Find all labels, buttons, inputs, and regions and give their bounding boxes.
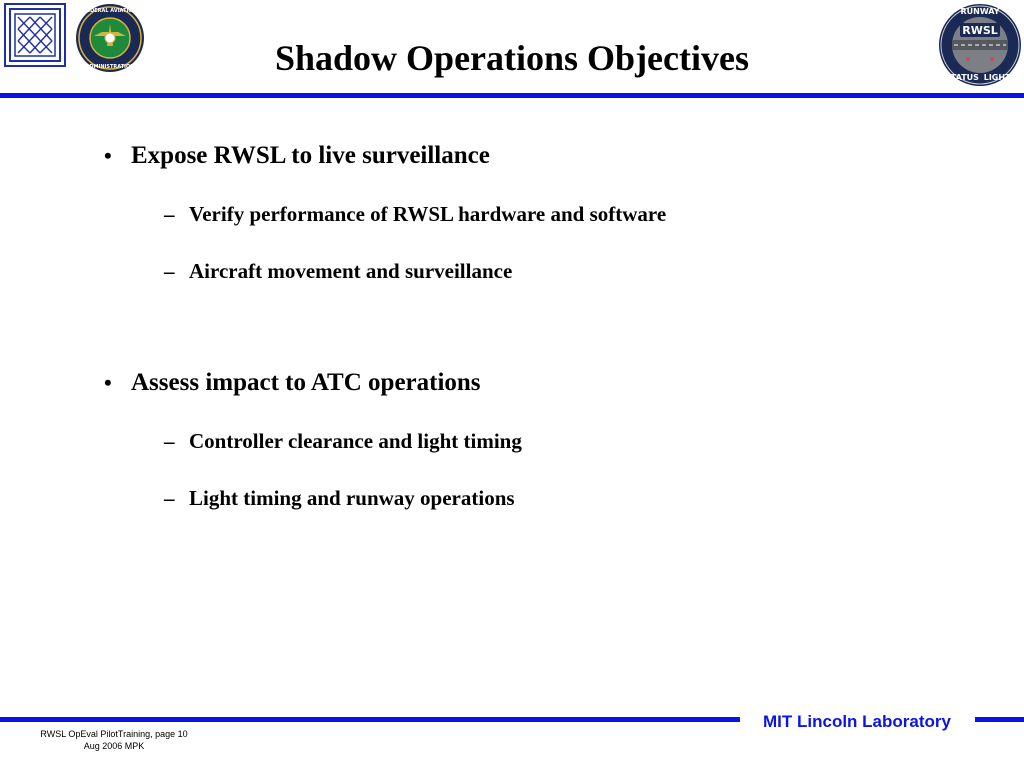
footer-note <box>24 728 204 752</box>
svg-text:ADMINISTRATION: ADMINISTRATION <box>85 64 135 70</box>
bullet-level2 <box>164 484 515 512</box>
bullet-level1 <box>104 367 481 399</box>
rwsl-logo <box>938 3 1022 87</box>
svg-text:STATUS: STATUS <box>945 73 979 82</box>
footer-rule-left <box>0 717 740 722</box>
bullet-level2 <box>164 257 512 285</box>
bullet-text: Assess impact to ATC operations <box>131 369 481 396</box>
faa-seal-logo <box>74 2 146 74</box>
header-rule <box>0 93 1024 98</box>
dash-marker: – <box>164 486 175 510</box>
bullet-level1 <box>104 140 490 172</box>
svg-text:RUNWAY: RUNWAY <box>960 7 1000 16</box>
footer-note-line1: RWSL OpEval PilotTraining, page 10 <box>40 729 188 739</box>
footer-note-line2: Aug 2006 MPK <box>83 741 145 751</box>
bullet-marker: • <box>104 370 112 395</box>
organization-name: MIT Lincoln Laboratory <box>763 712 951 731</box>
bullet-text: Aircraft movement and surveillance <box>189 259 513 283</box>
dash-marker: – <box>164 259 175 283</box>
bullet-level2 <box>164 427 522 455</box>
dash-marker: – <box>164 429 175 453</box>
svg-text:LIGHTS: LIGHTS <box>983 73 1017 82</box>
bullet-text: Controller clearance and light timing <box>189 429 522 453</box>
svg-text:FEDERAL AVIATION: FEDERAL AVIATION <box>83 8 137 14</box>
bullet-marker: • <box>104 143 112 168</box>
bullet-text: Verify performance of RWSL hardware and software <box>189 202 667 226</box>
bullet-level2 <box>164 200 666 228</box>
svg-text:RWSL: RWSL <box>962 24 998 37</box>
bullet-text: Expose RWSL to live surveillance <box>131 142 490 169</box>
dash-marker: – <box>164 202 175 226</box>
footer-rule-right <box>975 717 1024 722</box>
slide-title: Shadow Operations Objectives <box>274 38 749 78</box>
mit-lincoln-lab-logo <box>4 3 66 67</box>
bullet-text: Light timing and runway operations <box>189 486 515 510</box>
